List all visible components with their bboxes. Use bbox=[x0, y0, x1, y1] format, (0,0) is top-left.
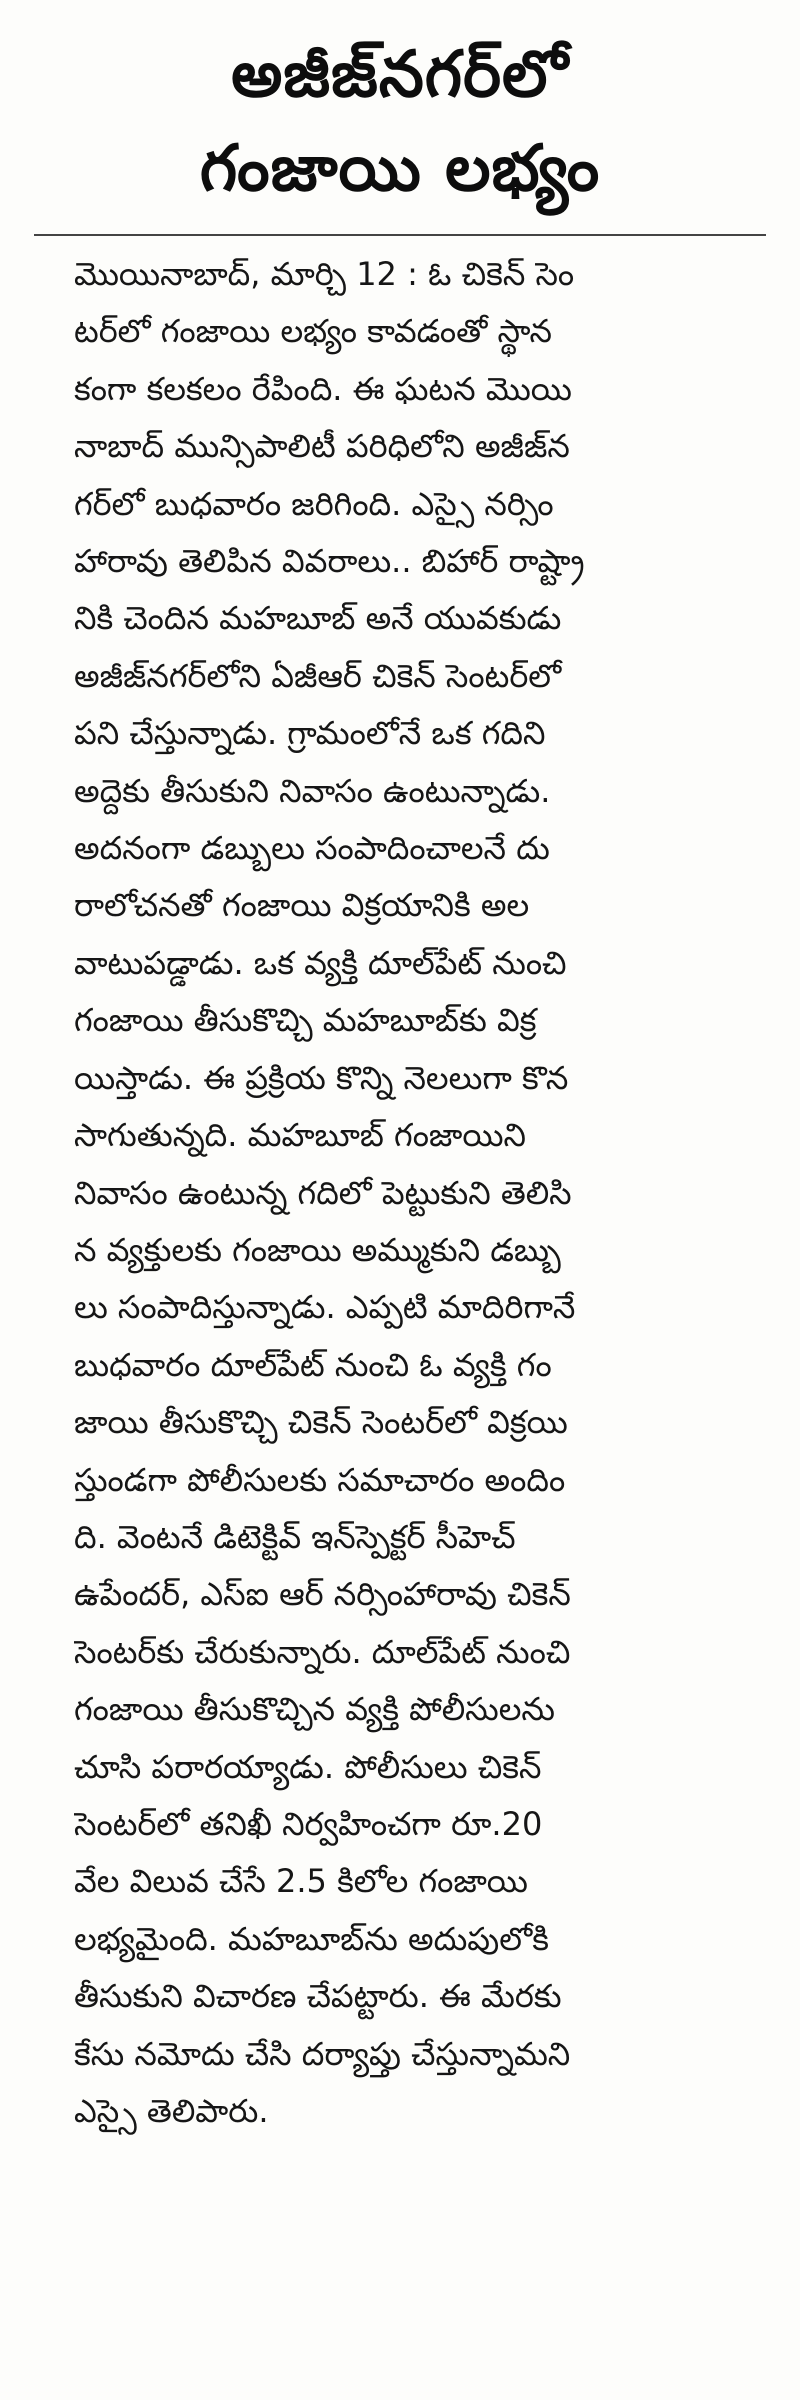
article-line: గంజాయి తీసుకొచ్చిన వ్యక్తి పోలీసులను bbox=[74, 1690, 555, 1729]
article-line: సెంటర్‌కు చేరుకున్నారు. దూల్‌పేట్ నుంచి bbox=[74, 1632, 571, 1671]
headline-line-2: గంజాయి లభ్యం bbox=[199, 132, 601, 206]
article-line: గర్‌లో బుధవారం జరిగింది. ఎస్సై నర్సిం bbox=[74, 484, 554, 523]
article-line: కేసు నమోదు చేసి దర్యాప్తు చేస్తున్నామని bbox=[74, 2034, 571, 2073]
article-line: నాబాద్ మున్సిపాలిటీ పరిధిలోని అజీజ్‌న bbox=[74, 427, 570, 466]
article-line: రాలోచనతో గంజాయి విక్రయానికి అల bbox=[74, 886, 530, 925]
article-line: అజీజ్‌నగర్‌లోని ఏజీఆర్ చికెన్ సెంటర్‌లో bbox=[74, 656, 562, 695]
article-line: ఎస్సై తెలిపారు. bbox=[74, 2092, 269, 2130]
article-line: చూసి పరారయ్యాడు. పోలీసులు చికెన్ bbox=[74, 1747, 542, 1786]
article-line: సెంటర్‌లో తనిఖీ నిర్వహించగా రూ.20 bbox=[74, 1804, 543, 1843]
article-line: సాగుతున్నది. మహబూబ్ గంజాయిని bbox=[74, 1116, 527, 1155]
article-line: టర్‌లో గంజాయి లభ్యం కావడంతో స్థాన bbox=[74, 312, 552, 351]
headline-line-1: అజీజ్‌నగర్‌లో bbox=[231, 38, 569, 112]
article-line: గంజాయి తీసుకొచ్చి మహబూబ్‌కు విక్ర bbox=[74, 1001, 537, 1040]
article-line: నికి చెందిన మహబూబ్ అనే యువకుడు bbox=[74, 599, 562, 638]
headline bbox=[0, 0, 800, 216]
article-line: నివాసం ఉంటున్న గదిలో పెట్టుకుని తెలిసి bbox=[74, 1173, 572, 1212]
article-line: బుధవారం దూల్‌పేట్ నుంచి ఓ వ్యక్తి గం bbox=[74, 1345, 552, 1384]
article-line: ది. వెంటనే డిటెక్టివ్ ఇన్‌స్పెక్టర్ సీహెచ్ bbox=[74, 1517, 516, 1556]
article-line: కంగా కలకలం రేపింది. ఈ ఘటన మొయి bbox=[74, 369, 572, 408]
article-line: వాటుపడ్డాడు. ఒక వ్యక్తి దూల్‌పేట్ నుంచి bbox=[74, 943, 567, 982]
article-line: పని చేస్తున్నాడు. గ్రామంలోనే ఒక గదిని bbox=[74, 714, 546, 753]
article-line: స్తుండగా పోలీసులకు సమాచారం అందిం bbox=[74, 1460, 566, 1499]
headline-divider bbox=[34, 234, 766, 236]
article-line: న వ్యక్తులకు గంజాయి అమ్ముకుని డబ్బు bbox=[74, 1230, 561, 1269]
article-line: జాయి తీసుకొచ్చి చికెన్ సెంటర్‌లో విక్రయి bbox=[74, 1403, 568, 1442]
article-line: ఉపేందర్, ఎస్ఐ ఆర్ నర్సింహారావు చికెన్ bbox=[74, 1575, 571, 1614]
article-line: హారావు తెలిపిన వివరాలు.. బిహార్ రాష్ట్రా bbox=[74, 542, 585, 581]
article-line: వేల విలువ చేసే 2.5 కిలోల గంజాయి bbox=[74, 1862, 528, 1901]
article-line: అద్దెకు తీసుకుని నివాసం ఉంటున్నాడు. bbox=[74, 771, 551, 810]
article-line: అదనంగా డబ్బులు సంపాదించాలనే దు bbox=[74, 829, 550, 868]
article-line: తీసుకుని విచారణ చేపట్టారు. ఈ మేరకు bbox=[74, 1977, 562, 2016]
article-line: యిస్తాడు. ఈ ప్రక్రియ కొన్ని నెలలుగా కొన bbox=[74, 1058, 569, 1097]
article-line: లభ్యమైంది. మహబూబ్‌ను అదుపులోకి bbox=[74, 1919, 549, 1958]
article-body bbox=[0, 246, 800, 2140]
article-line: మొయినాబాద్, మార్చి 12 : ఓ చికెన్ సెం bbox=[74, 255, 575, 293]
article-line: లు సంపాదిస్తున్నాడు. ఎప్పటి మాదిరిగానే bbox=[74, 1288, 576, 1327]
